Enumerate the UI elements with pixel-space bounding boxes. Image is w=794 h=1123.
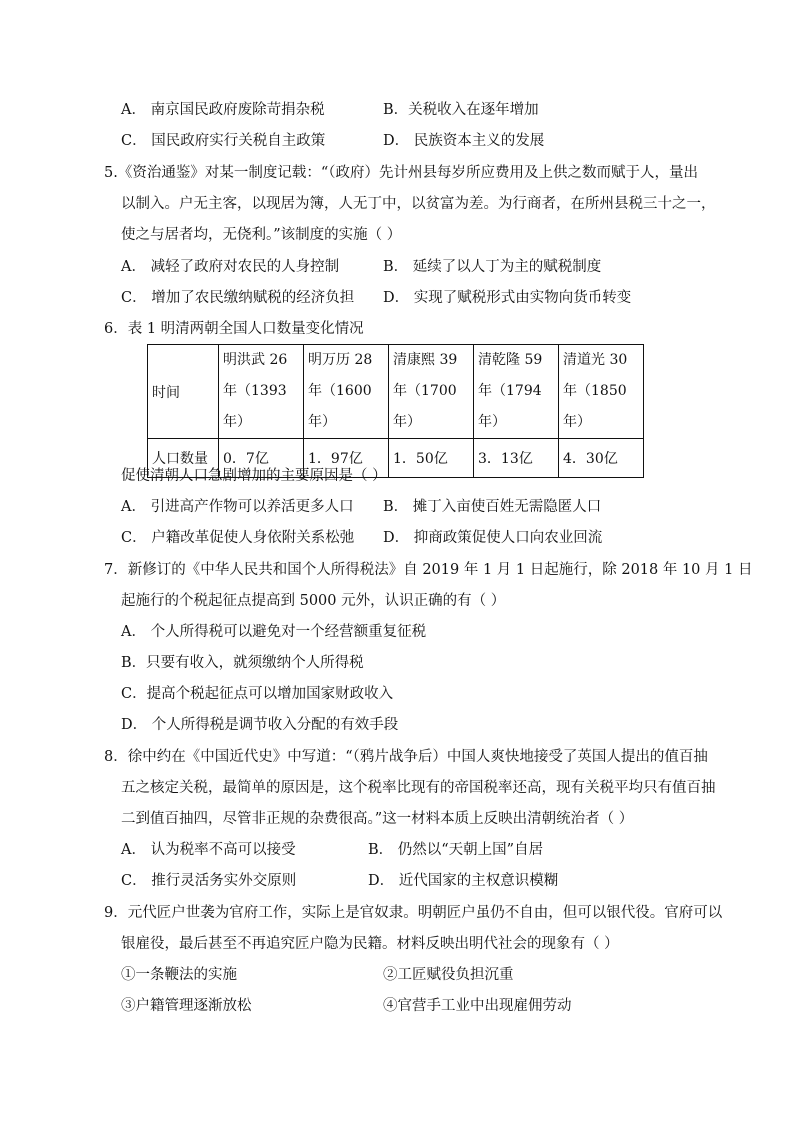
q5-option-d: D． 实现了赋税形式由实物向货币转变 [383,290,632,306]
q9-statement-4: ④官营手工业中出现雇佣劳动 [383,998,572,1014]
q5-option-a: A． 减轻了政府对农民的人身控制 [121,259,340,275]
table-row-label: 人口数量 [148,439,219,478]
table-header-cell [389,345,474,439]
q6-option-a: A． 引进高产作物可以养活更多人口 [121,499,354,515]
table-header-cell [304,345,389,439]
q8-option-a: A． 认为税率不高可以接受 [121,842,296,858]
q8-option-d: D． 近代国家的主权意识模糊 [368,873,559,889]
q5-stem-line-3: 使之与居者均，无侥利。”该制度的实施（ ） [121,227,402,243]
table-header-cell-line: 清康熙 39 [393,352,458,368]
table-cell: 4．30亿 [559,439,644,478]
q9-statement-2: ②工匠赋役负担沉重 [383,967,514,983]
table-header-cell [474,345,559,439]
q7-stem-line-1: 7．新修订的《中华人民共和国个人所得税法》自 2019 年 1 月 1 日起施行，除 2018 年 10 月 1 日 [104,562,753,578]
table-cell: 1．50亿 [389,439,474,478]
q7-option-b: B．只要有收入，就须缴纳个人所得税 [121,655,364,671]
population-table [147,344,644,478]
q8-stem-line-1: 8．徐中约在《中国近代史》中写道：“（鸦片战争后）中国人爽快地接受了英国人提出的值百抽 [104,749,708,765]
table-header-cell-line: 明洪武 26 [223,352,288,368]
q6-question: 促使清朝人口急剧增加的主要原因是（ ） [121,468,387,484]
table-header-row [148,345,644,439]
table-header-cell-line: 清道光 30 [563,352,628,368]
q4-option-a: A． 南京国民政府废除苛捐杂税 [121,102,325,118]
q5-stem-line-2: 以制入。户无主客，以现居为簿，人无丁中，以贫富为差。为行商者，在所州县税三十之一， [121,196,716,212]
q5-option-b: B． 延续了以人丁为主的赋税制度 [383,259,602,275]
table-header-cell [559,345,644,439]
q9-stem-line-2: 银雇役，最后甚至不再追究匠户隐为民籍。材料反映出明代社会的现象有（ ） [121,936,619,952]
q8-option-c: C． 推行灵活务实外交原则 [121,873,297,889]
q4-option-c: C． 国民政府实行关税自主政策 [121,133,326,149]
table-cell: 0．7亿 [219,439,304,478]
q7-option-d: D． 个人所得税是调节收入分配的有效手段 [121,717,399,733]
q7-stem-line-2: 起施行的个税起征点提高到 5000 元外，认识正确的有（ ） [121,593,506,609]
q4-option-d: D． 民族资本主义的发展 [383,133,545,149]
table-cell: 3．13亿 [474,439,559,478]
q7-option-c: C．提高个税起征点可以增加国家财政收入 [121,686,394,702]
table-header-cell-line: 年（1850 年） [563,383,627,430]
q8-stem-line-2: 五之核定关税，最简单的原因是，这个税率比现有的帝国税率还高，现有关税平均只有值百抽 [121,780,716,796]
table-header-cell-line: 年（1393 年） [223,383,287,430]
q9-statement-3: ③户籍管理逐渐放松 [121,998,252,1014]
q8-stem-line-3: 二到值百抽四，尽管非正规的杂费很高。”这一材料本质上反映出清朝统治者（ ） [121,811,634,827]
q6-option-b: B． 摊丁入亩使百姓无需隐匿人口 [383,499,602,515]
q5-option-c: C． 增加了农民缴纳赋税的经济负担 [121,290,355,306]
q5-stem-line-1: 5.《资治通鉴》对某一制度记载：“（政府）先计州县每岁所应费用及上供之数而赋于人，量出 [104,165,698,181]
table-cell: 1．97亿 [304,439,389,478]
table-header-cell-line: 清乾隆 59 [478,352,543,368]
q6-option-c: C． 户籍改革促使人身依附关系松弛 [121,530,355,546]
q9-statement-1: ①一条鞭法的实施 [121,967,237,983]
q8-option-b: B． 仍然以“天朝上国”自居 [368,842,544,858]
q6-option-d: D． 抑商政策促使人口向农业回流 [383,530,603,546]
q4-option-b: B．关税收入在逐年增加 [383,102,539,118]
table-header-cell-line: 年（1600 年） [308,383,372,430]
q6-title: 6．表 1 明清两朝全国人口数量变化情况 [104,321,364,337]
q9-stem-line-1: 9．元代匠户世袭为官府工作，实际上是官奴隶。明朝匠户虽仍不自由，但可以银代役。官府可以 [104,905,723,921]
table-header-cell-line: 明万历 28 [308,352,373,368]
table-header-cell [219,345,304,439]
q7-option-a: A． 个人所得税可以避免对一个经营额重复征税 [121,624,427,640]
table-header-cell-line: 年（1700 年） [393,383,457,430]
table-header-label: 时间 [148,345,219,439]
table-header-cell-line: 年（1794 年） [478,383,542,430]
